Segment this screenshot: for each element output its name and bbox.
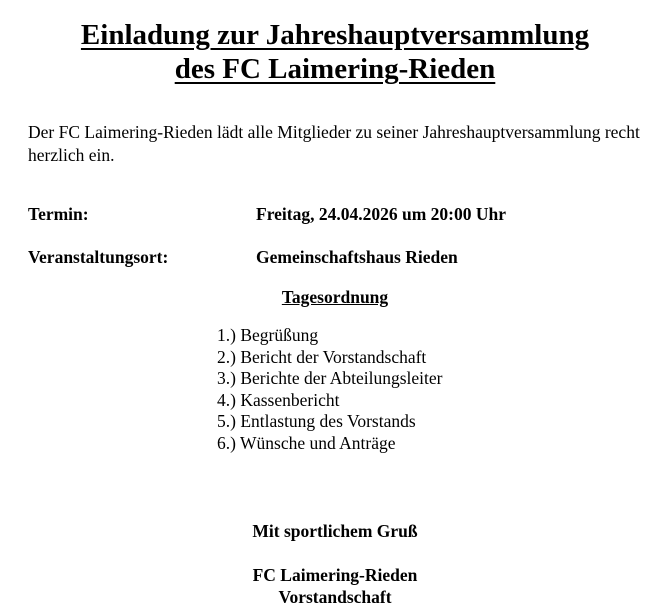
agenda-item: 4.) Kassenbericht [217,389,340,410]
intro-paragraph: Der FC Laimering-Rieden lädt alle Mitglieder zu seiner Jahreshauptversammlung recht herzlich ein. [28,122,640,165]
agenda-title: Tagesordnung [281,287,389,307]
termin-value: Freitag, 24.04.2026 um 20:00 Uhr [256,204,506,224]
venue-value: Gemeinschaftshaus Rieden [256,247,458,267]
venue-label: Veranstaltungsort: [28,247,169,267]
agenda-item: 2.) Bericht der Vorstandschaft [217,346,427,367]
closing-club-name: FC Laimering-Rieden [252,565,418,585]
agenda-item: 5.) Entlastung des Vorstands [217,411,416,431]
closing-greeting: Mit sportlichem Gruß [252,521,418,541]
closing-signatory: Vorstandschaft [278,587,392,607]
document-title-line-1: Einladung zur Jahreshauptversammlung [80,19,590,51]
agenda-item: 1.) Begrüßung [217,325,319,345]
agenda-item: 6.) Wünsche und Anträge [217,432,396,453]
document-title-line-2: des FC Laimering-Rieden [174,53,496,85]
agenda-list [217,325,442,454]
agenda-item: 3.) Berichte der Abteilungsleiter [217,368,443,388]
termin-label: Termin: [28,204,89,224]
